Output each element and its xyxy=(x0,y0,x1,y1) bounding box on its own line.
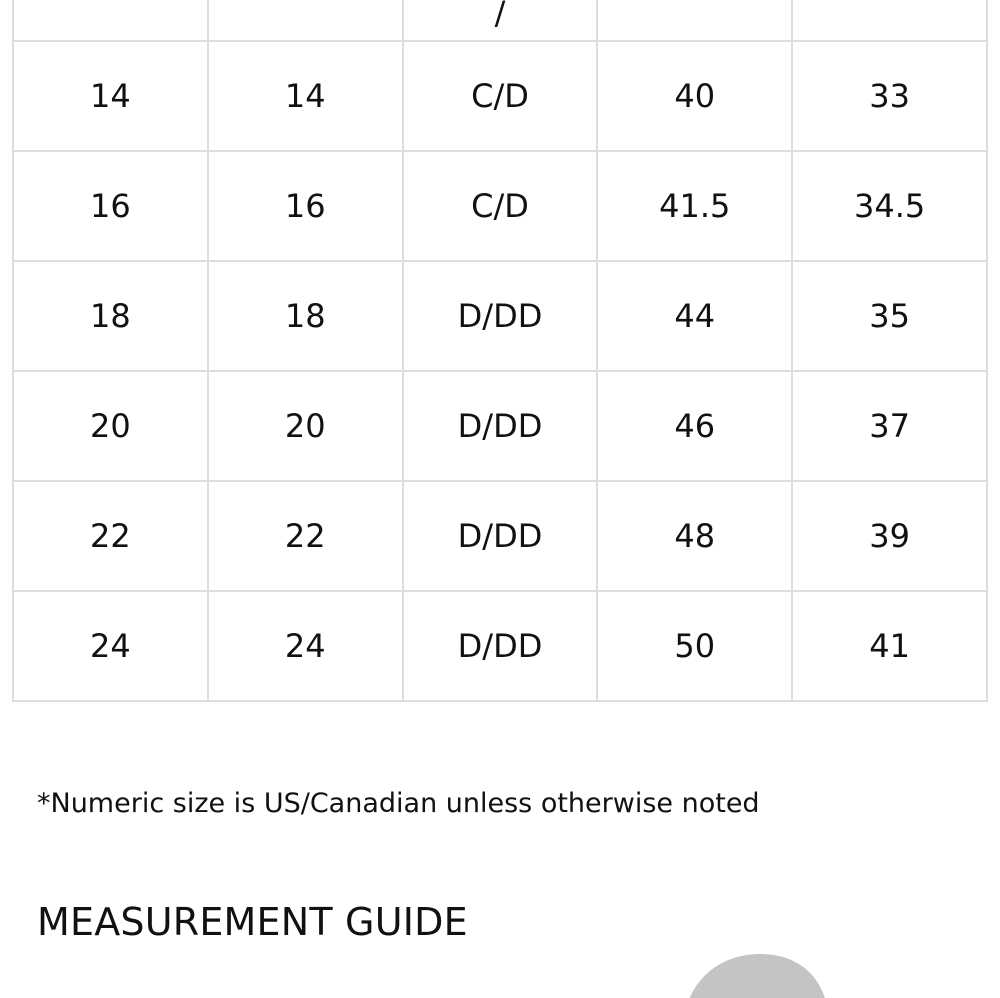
table-cell: 50 xyxy=(597,591,792,701)
table-row xyxy=(13,591,987,701)
table-cell: 33 xyxy=(792,41,987,151)
body-silhouette-icon xyxy=(680,950,840,998)
table-cell: 24 xyxy=(13,591,208,701)
table-cell: / xyxy=(403,0,598,41)
table-cell: D/DD xyxy=(403,371,598,481)
size-footnote: *Numeric size is US/Canadian unless otherwise noted xyxy=(37,788,760,819)
table-cell: 18 xyxy=(13,261,208,371)
table-cell: 41 xyxy=(792,591,987,701)
table-row xyxy=(13,261,987,371)
table-cell: 20 xyxy=(13,371,208,481)
table-cell: 41.5 xyxy=(597,151,792,261)
table-cell: 48 xyxy=(597,481,792,591)
table-cell: 18 xyxy=(208,261,403,371)
table-cell xyxy=(208,0,403,41)
table-row xyxy=(13,0,987,41)
table-cell xyxy=(13,0,208,41)
table-cell xyxy=(597,0,792,41)
table-cell: 44 xyxy=(597,261,792,371)
table-cell: 22 xyxy=(208,481,403,591)
table-cell: 46 xyxy=(597,371,792,481)
table-cell: D/DD xyxy=(403,591,598,701)
table-row xyxy=(13,41,987,151)
table-cell: D/DD xyxy=(403,261,598,371)
table-cell: 16 xyxy=(208,151,403,261)
table-cell: C/D xyxy=(403,41,598,151)
table-cell: 35 xyxy=(792,261,987,371)
table-cell: D/DD xyxy=(403,481,598,591)
table-cell: 40 xyxy=(597,41,792,151)
table-cell: 16 xyxy=(13,151,208,261)
table-cell: C/D xyxy=(403,151,598,261)
table-cell: 22 xyxy=(13,481,208,591)
table-cell: 14 xyxy=(13,41,208,151)
table-cell: 20 xyxy=(208,371,403,481)
table-row xyxy=(13,371,987,481)
table-cell: 39 xyxy=(792,481,987,591)
table-cell: 37 xyxy=(792,371,987,481)
measurement-guide-title: MEASUREMENT GUIDE xyxy=(37,900,468,944)
table-cell: 14 xyxy=(208,41,403,151)
table-cell: 34.5 xyxy=(792,151,987,261)
table-row xyxy=(13,481,987,591)
size-table xyxy=(12,0,988,702)
table-cell xyxy=(792,0,987,41)
table-cell: 24 xyxy=(208,591,403,701)
table-row xyxy=(13,151,987,261)
